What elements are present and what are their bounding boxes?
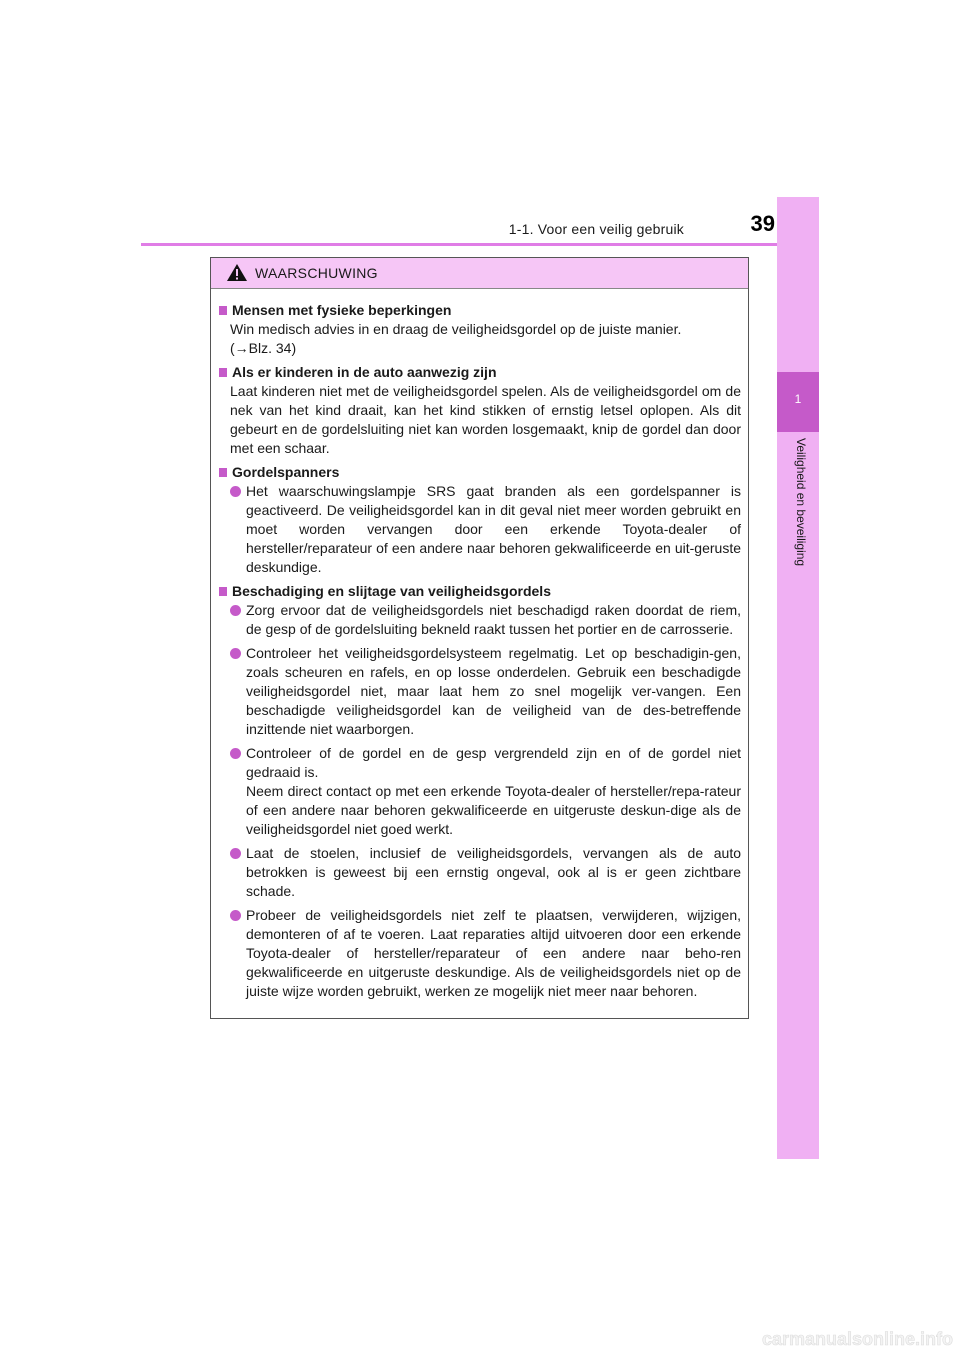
warning-triangle-icon (226, 263, 248, 282)
square-bullet-icon (219, 468, 227, 477)
section-text: Win medisch advies in en draag de veiligheidsgordel op de juiste manier. (→Blz. 34) (230, 321, 682, 356)
list-item-text: Het waarschuwingslampje SRS gaat branden als een gordelspanner is geactiveerd. De veiligheidsgordel kan in dit geval niet meer worden gebruikt en moet worden vervangen door een erkende Toyota-dealer of hersteller/reparateur of een andere naar behoren gekwalificeerde en uit-geruste deskundige. (246, 483, 741, 575)
round-bullet-icon (230, 648, 241, 659)
section-title: 1-1. Voor een veilig gebruik (508, 221, 684, 237)
warning-header (211, 258, 748, 289)
list-item (219, 744, 741, 839)
square-bullet-icon (219, 306, 227, 315)
section-heading: Gordelspanners (219, 463, 741, 482)
section-heading: Als er kinderen in de auto aanwezig zijn (219, 363, 741, 382)
chapter-label: Veiligheid en beveiliging (794, 438, 808, 567)
square-bullet-icon (219, 368, 227, 377)
section-children (219, 363, 741, 458)
list-item-text: Probeer de veiligheidsgordels niet zelf te plaatsen, verwijderen, wijzigen, demonteren of af te voeren. Laat reparaties altijd uitvoeren door een erkende Toyota-dealer of hersteller/reparateur of een andere naar beho-ren gekwalificeerde en uitgeruste deskundige. Als de veiligheidsgordels niet op de juiste wijze worden gebruikt, werken ze mogelijk niet meer naar behoren. (246, 907, 741, 999)
warning-title: WAARSCHUWING (255, 265, 378, 281)
list-item (219, 644, 741, 739)
section-physical-limitations (219, 301, 741, 358)
header-rule (141, 243, 818, 246)
round-bullet-icon (230, 748, 241, 759)
warning-body (211, 289, 748, 1001)
list-item (219, 844, 741, 901)
round-bullet-icon (230, 605, 241, 616)
list-item (219, 482, 741, 577)
section-text: Laat kinderen niet met de veiligheidsgordel spelen. Als de veiligheidsgordel om de nek van het kind draait, kan het kind stikken of ernstig letsel oplopen. Als dit gebeurt en de gordelsluiting niet kan worden losgemaakt, knip de gordel dan door met een schaar. (230, 383, 741, 456)
watermark-text: carmanualsonline.info (761, 1329, 953, 1349)
list-item-text: Zorg ervoor dat de veiligheidsgordels niet beschadigd raken doordat de riem, de gesp of de gordelsluiting bekneld raakt tussen het portier en de carrosserie. (246, 602, 741, 637)
round-bullet-icon (230, 910, 241, 921)
section-heading: Beschadiging en slijtage van veiligheidsgordels (219, 582, 741, 601)
page-number: 39 (750, 211, 775, 236)
chapter-side-tab (777, 197, 819, 1159)
list-item-text: Controleer het veiligheidsgordelsysteem regelmatig. Let op beschadigin-gen, zoals scheuren en rafels, en op losse onderdelen. Gebruik een beschadigde veiligheidsgordel niet, maar laat hem zo snel mogelijk ver-vangen. Een beschadigde veiligheidsgordel kan de veiligheid van de des-betreffende inzittende niet waarborgen. (246, 645, 741, 737)
list-item (219, 601, 741, 639)
section-heading: Mensen met fysieke beperkingen (219, 301, 741, 320)
list-item-text: Controleer of de gordel en de gesp vergrendeld zijn en of de gordel niet gedraaid is. Neem direct contact op met een erkende Toyota-dealer of hersteller/repa-rateur of een andere naar behoren gekwalificeerde en uitgeruste deskun-dige als de veiligheidsgordel niet goed werkt. (246, 745, 741, 837)
list-item (219, 906, 741, 1001)
warning-box (210, 257, 749, 1019)
round-bullet-icon (230, 486, 241, 497)
section-damage-wear (219, 582, 741, 1001)
list-item-text: Laat de stoelen, inclusief de veiligheidsgordels, vervangen als de auto betrokken is geweest bij een ernstig ongeval, ook al is er geen zichtbare schade. (246, 845, 741, 899)
chapter-number: 1 (794, 392, 802, 406)
round-bullet-icon (230, 848, 241, 859)
watermark-logo (728, 1326, 954, 1352)
square-bullet-icon (219, 587, 227, 596)
section-pretensioners (219, 463, 741, 577)
